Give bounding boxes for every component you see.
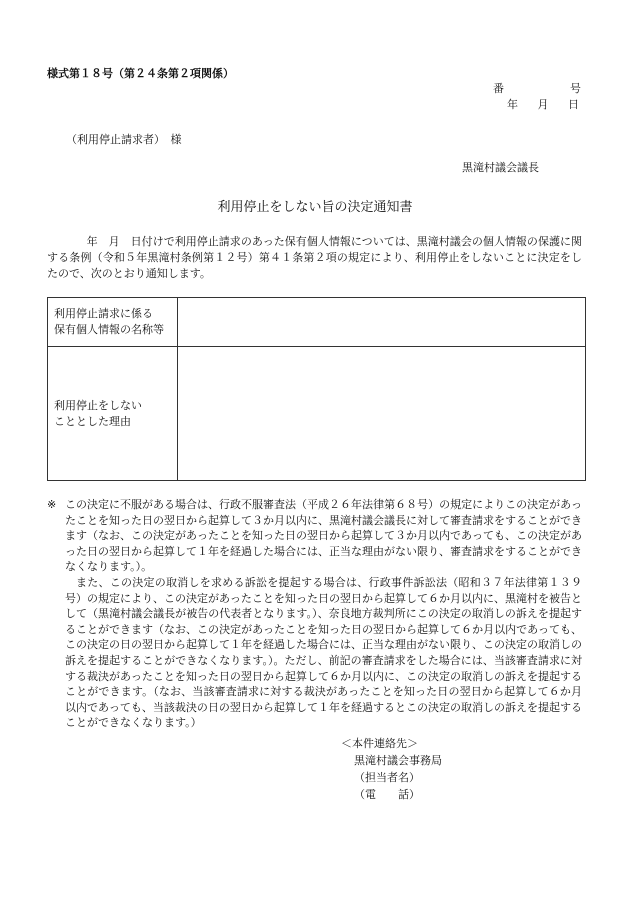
row1-label <box>48 298 178 347</box>
contact-office: 黒滝村議会事務局 <box>354 754 442 767</box>
row1-value <box>178 298 586 347</box>
notes-section <box>47 497 582 731</box>
row2-label-line2: こととした理由 <box>54 414 131 428</box>
date-month: 月 <box>537 98 549 111</box>
body-text: 年 月 日付けで利用停止請求のあった保有個人情報については、黒滝村議会の個人情報の保護に関する条例（令和５年黒滝村条例第１２号）第４１条第２項の規定により、利用停止をしないことに決定をしたので、次のとおり通知します。 <box>47 235 582 280</box>
note-paragraph-1: この決定に不服がある場合は、行政不服審査法（平成２６年法律第６８号）の規定によりこの決定があったことを知った日の翌日から起算して３か月以内に、黒滝村議会議長に対して審査請求をすることができます（なお、この決定があったことを知った日の翌日から起算して３か月以内であっても、この決定があった日の翌日から起算して１年を経過した場合には、正当な理由がない限り、審査請求をすることができなくなります。）。 <box>65 498 582 574</box>
reference-suffix: 号 <box>570 82 581 95</box>
row2-label-line1: 利用停止をしない <box>54 398 142 412</box>
contact-person: （担当者名） <box>354 771 420 784</box>
date-day: 日 <box>568 98 579 111</box>
note-row <box>47 497 582 575</box>
contact-phone: （電 話） <box>354 788 420 801</box>
table-row <box>48 298 586 347</box>
note-mark: ※ <box>47 498 57 511</box>
row1-label-line1: 利用停止請求に係る <box>54 307 153 320</box>
form-number: 様式第１８号（第２４条第２項関係） <box>47 67 234 80</box>
row1-label-line2: 保有個人情報の名称等 <box>54 323 164 336</box>
contact-heading: ＜本件連絡先＞ <box>341 737 418 750</box>
sender: 黒滝村議会議長 <box>462 161 539 174</box>
issue-date <box>507 96 579 112</box>
row2-label <box>48 347 178 481</box>
date-year: 年 <box>507 98 518 111</box>
body-paragraph <box>47 234 582 282</box>
table-row <box>48 347 586 481</box>
contact-block <box>341 735 442 803</box>
info-table <box>47 297 586 481</box>
reference-number <box>493 80 581 96</box>
document-title: 利用停止をしない旨の決定通知書 <box>217 200 413 215</box>
addressee: （利用停止請求者） 様 <box>66 133 182 146</box>
note-paragraph-2: また、この決定の取消しを求める訴訟を提起する場合は、行政事件訴訟法（昭和３７年法律第１３９号）の規定により、この決定があったことを知った日の翌日から起算して６か月以内に、黒滝村を被告として（黒滝村議会議長が被告の代表者となります。）、奈良地方裁判所にこの決定の取消しの訴えを提起することができます（なお、この決定があったことを知った日の翌日から起算して６か月以内であっても、この決定の日の翌日から起算して１年を経過した場合には、正当な理由がない限り、この決定の取消しの訴えを提起することができなくなります。）。ただし、前記の審査請求をした場合には、当該審査請求に対する裁決があったことを知った日の翌日から起算して６か月以内に、この決定の取消しの訴えを提起することができます。（なお、当該審査請求に対する裁決があったことを知った日の翌日から起算して６か月以内であっても、当該裁決の日の翌日から起算して１年を経過するとこの決定の取消しの訴えを提起することができなくなります。） <box>65 575 582 730</box>
reference-label: 番 <box>493 82 504 95</box>
row2-value <box>178 347 586 481</box>
